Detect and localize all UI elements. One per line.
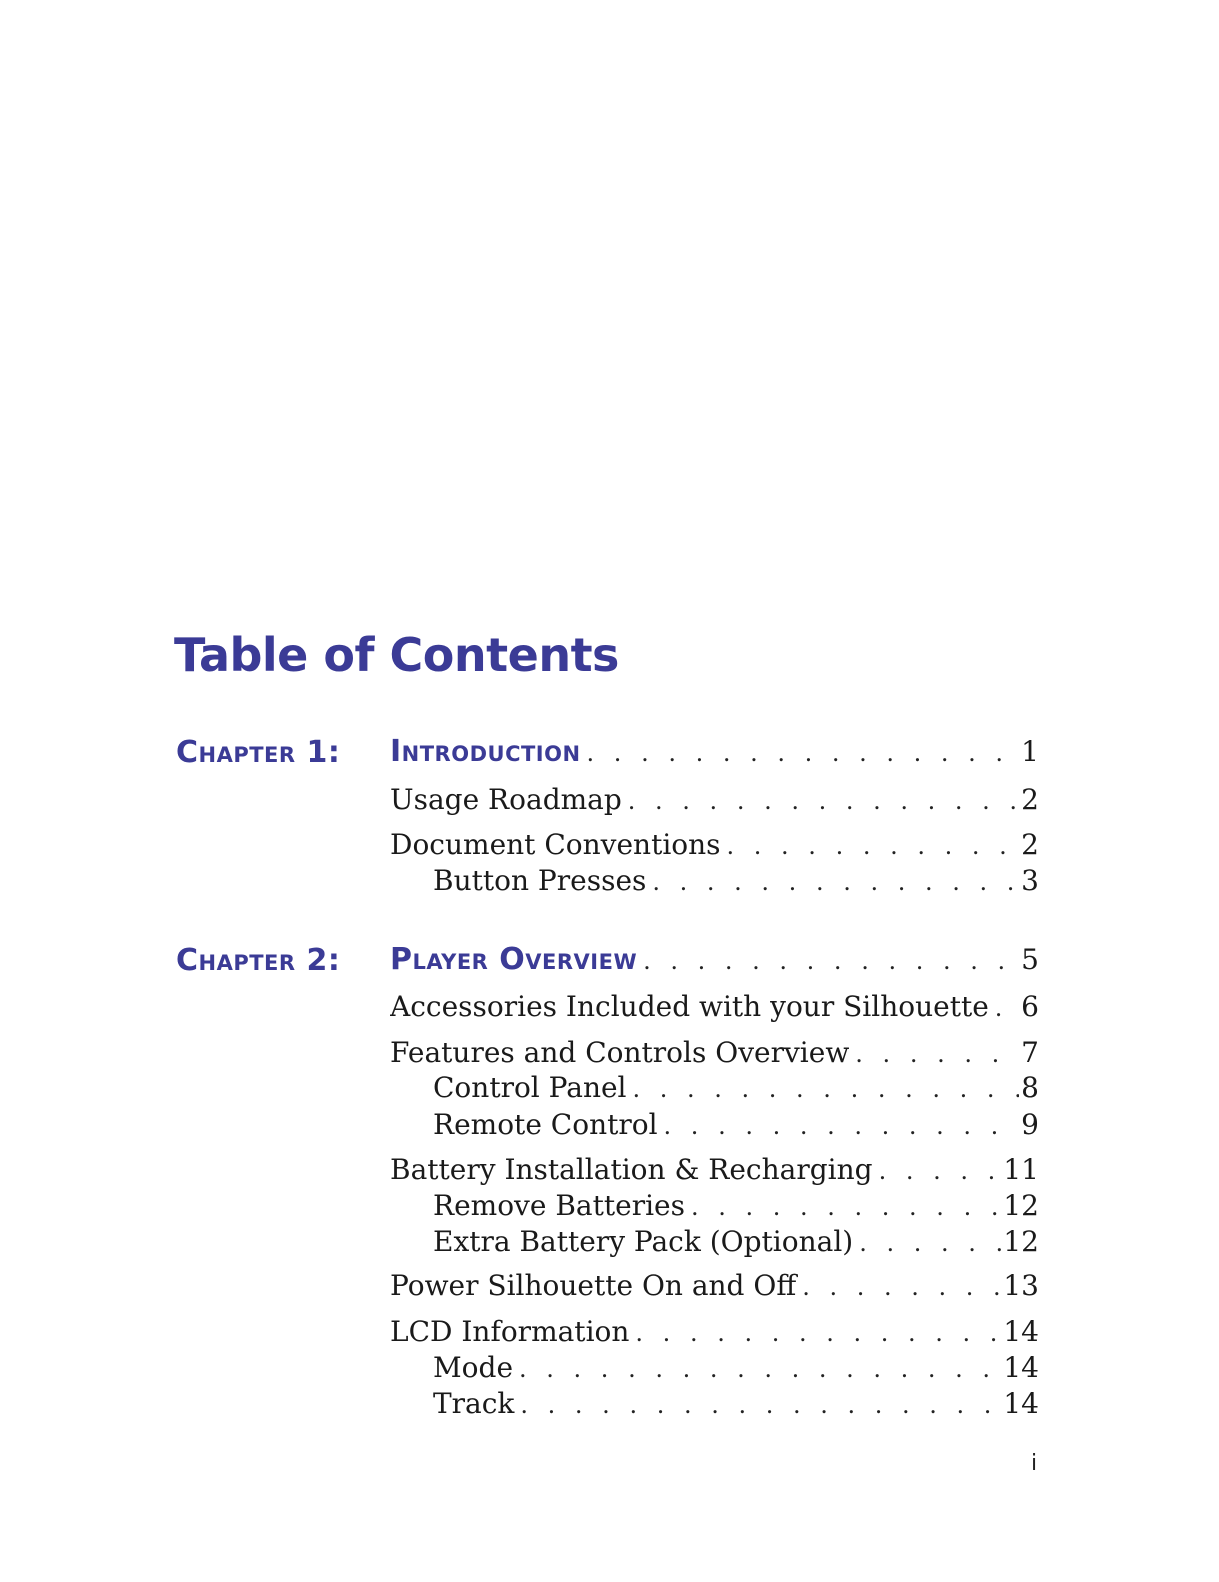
toc-entry-title: Track [433,1387,515,1420]
toc-entry-introduction[interactable] [390,735,1039,769]
toc-entry-remove-batteries[interactable] [433,1189,1039,1223]
toc-entry-title: Accessories Included with your Silhouette [390,990,989,1023]
leader-dots [628,784,1019,817]
toc-entry-title: Player Overview [390,943,638,977]
leader-dots [664,1109,1020,1142]
toc-entry-player-overview[interactable] [390,943,1039,977]
toc-entry-page: 7 [1021,1036,1039,1069]
leader-dots [643,944,1019,977]
leader-dots [855,1037,1019,1070]
toc-entry-features-controls[interactable] [390,1036,1039,1070]
toc-entry-battery-installation[interactable] [390,1153,1039,1187]
toc-entry-page: 2 [1021,828,1039,861]
toc-entry-title: Features and Controls Overview [390,1036,850,1069]
toc-entry-page: 14 [1003,1351,1039,1384]
toc-entry-page: 8 [1021,1071,1039,1104]
leader-dots [879,1154,1002,1187]
leader-dots [652,865,1019,898]
toc-entry-title: Document Conventions [390,828,721,861]
toc-entry-page: 2 [1021,783,1039,816]
toc-entry-title: Introduction [390,735,581,769]
toc-entry-title: Remote Control [433,1108,658,1141]
toc-entry-mode[interactable] [433,1351,1039,1385]
toc-entry-title: Usage Roadmap [390,783,622,816]
toc-entry-page: 1 [1021,735,1039,768]
toc-entry-page: 5 [1021,943,1039,976]
toc-entry-title: Mode [433,1351,514,1384]
toc-entry-usage-roadmap[interactable] [390,783,1039,817]
leader-dots [519,1352,1001,1385]
toc-entry-page: 12 [1003,1225,1039,1258]
toc-entry-title: Button Presses [433,864,647,897]
toc-entry-page: 12 [1003,1189,1039,1222]
toc-entry-power-on-off[interactable] [390,1269,1039,1303]
toc-entry-extra-battery-pack[interactable] [433,1225,1039,1259]
toc-entry-control-panel[interactable] [433,1071,1039,1105]
page-title: Table of Contents [174,628,619,682]
toc-entry-remote-control[interactable] [433,1108,1039,1142]
leader-dots [520,1388,1001,1421]
toc-entry-page: 14 [1003,1315,1039,1348]
toc-entry-title: Control Panel [433,1071,627,1104]
leader-dots [587,736,1020,769]
toc-entry-page: 13 [1003,1269,1039,1302]
chapter-2-label: Chapter 2: [176,943,341,978]
leader-dots [691,1190,1001,1223]
leader-dots [633,1072,1020,1105]
toc-entry-page: 3 [1021,864,1039,897]
toc-entry-track[interactable] [433,1387,1039,1421]
toc-entry-button-presses[interactable] [433,864,1039,898]
page-number: i [1031,1451,1038,1476]
leader-dots [859,1226,1001,1259]
chapter-1-label: Chapter 1: [176,735,341,770]
toc-entry-page: 6 [1021,990,1039,1023]
leader-dots [802,1270,1001,1303]
leader-dots [635,1316,1001,1349]
leader-dots [995,991,1019,1024]
toc-entry-accessories[interactable] [390,990,1039,1024]
toc-entry-lcd-information[interactable] [390,1315,1039,1349]
toc-entry-title: Power Silhouette On and Off [390,1269,797,1302]
toc-entry-title: Remove Batteries [433,1189,685,1222]
toc-entry-title: LCD Information [390,1315,630,1348]
toc-entry-title: Battery Installation & Recharging [390,1153,873,1186]
toc-entry-page: 14 [1003,1387,1039,1420]
toc-entry-document-conventions[interactable] [390,828,1039,862]
toc-entry-page: 9 [1021,1108,1039,1141]
toc-entry-page: 11 [1003,1153,1039,1186]
toc-entry-title: Extra Battery Pack (Optional) [433,1225,854,1258]
leader-dots [727,829,1020,862]
